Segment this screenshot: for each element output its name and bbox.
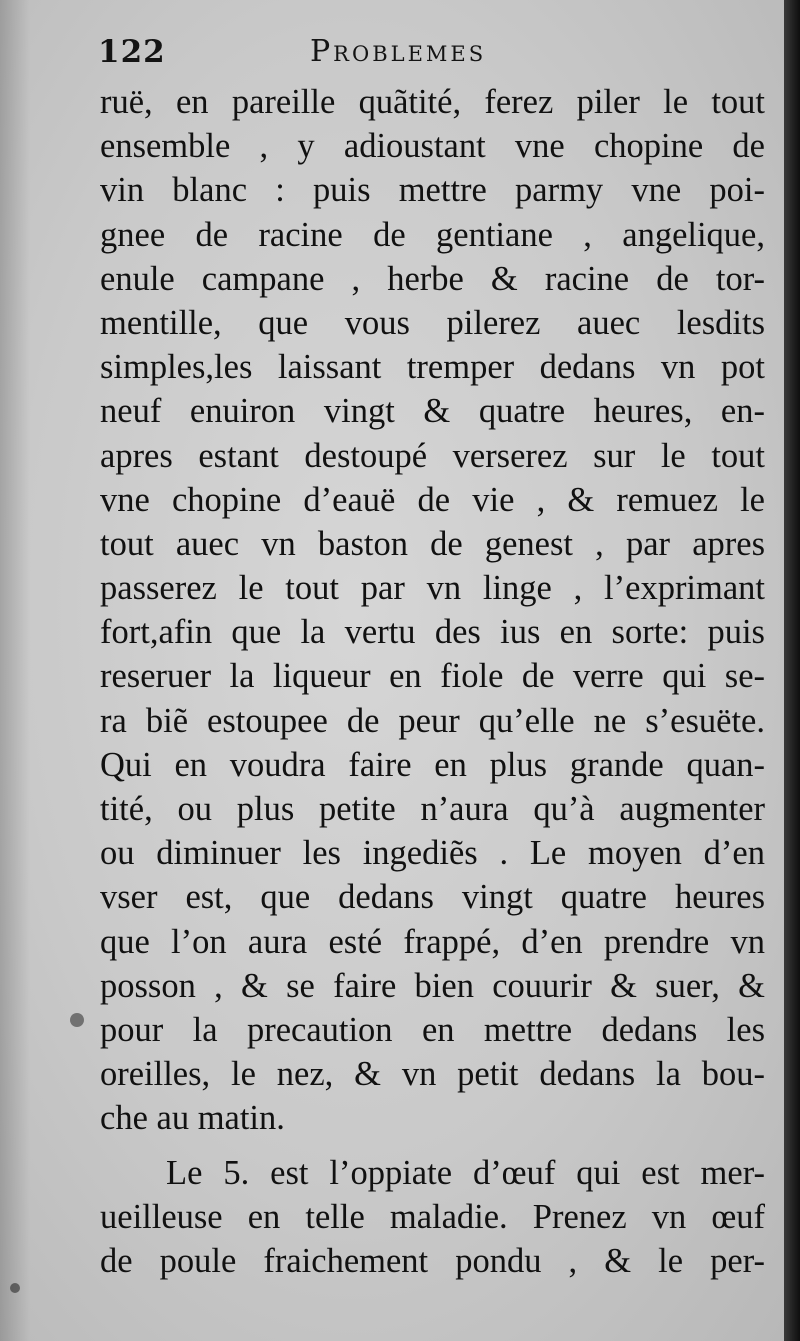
- text-line: gnee de racine de gentiane , angelique,: [100, 215, 765, 254]
- text-line: mentille, que vous pilerez auec lesdits: [100, 303, 765, 342]
- text-line: vser est, que dedans vingt quatre heures: [100, 878, 765, 917]
- running-title: Problemes: [310, 34, 487, 69]
- text-line: ueilleuse en telle maladie. Prenez vn œuf: [100, 1197, 765, 1236]
- paragraph-gap: [100, 1141, 765, 1151]
- text-line: pour la precaution en mettre dedans les: [100, 1010, 765, 1049]
- text-line: apres estant destoupé verserez sur le tout: [100, 436, 765, 475]
- page-edge: [784, 0, 800, 1341]
- text-line: passerez le tout par vn linge , l’exprimant: [100, 569, 765, 608]
- text-line: ra biẽ estoupee de peur qu’elle ne s’esuëte.: [100, 701, 765, 740]
- text-line: oreilles, le nez, & vn petit dedans la bou-: [100, 1055, 765, 1094]
- text-line: que l’on aura esté frappé, d’en prendre vn: [100, 922, 765, 961]
- text-line: ensemble , y adioustant vne chopine de: [100, 127, 765, 166]
- text-line: ruë, en pareille quãtité, ferez piler le tout: [100, 83, 765, 121]
- text-line: simples,les laissant tremper dedans vn pot: [100, 348, 765, 387]
- text-line: ou diminuer les ingediẽs . Le moyen d’en: [100, 834, 765, 873]
- ink-speck: [70, 1013, 84, 1027]
- text-line: de poule fraichement pondu , & le per-: [100, 1241, 765, 1280]
- text-line: enule campane , herbe & racine de tor-: [100, 259, 765, 298]
- text-line: vne chopine d’eauë de vie , & remuez le: [100, 480, 765, 519]
- text-line: neuf enuiron vingt & quatre heures, en-: [100, 392, 765, 431]
- text-line: vin blanc : puis mettre parmy vne poi-: [100, 171, 765, 210]
- paragraph-start-line: Le 5. est l’oppiate d’œuf qui est mer-: [166, 1153, 765, 1192]
- text-line: fort,afin que la vertu des ius en sorte: puis: [100, 613, 765, 652]
- text-line: Qui en voudra faire en plus grande quan-: [100, 745, 765, 784]
- text-line: che au matin.: [100, 1099, 285, 1138]
- ink-speck: [10, 1283, 20, 1293]
- text-line: tité, ou plus petite n’aura qu’à augmenter: [100, 790, 765, 828]
- page-number: 122: [98, 34, 166, 70]
- text-line: reseruer la liqueur en fiole de verre qui se-: [100, 657, 765, 696]
- body-text: [100, 80, 765, 1283]
- text-line: tout auec vn baston de genest , par apres: [100, 524, 765, 563]
- text-line: posson , & se faire bien couurir & suer, &: [100, 966, 765, 1005]
- page-header: [98, 34, 758, 78]
- gutter-shadow: [0, 0, 30, 1341]
